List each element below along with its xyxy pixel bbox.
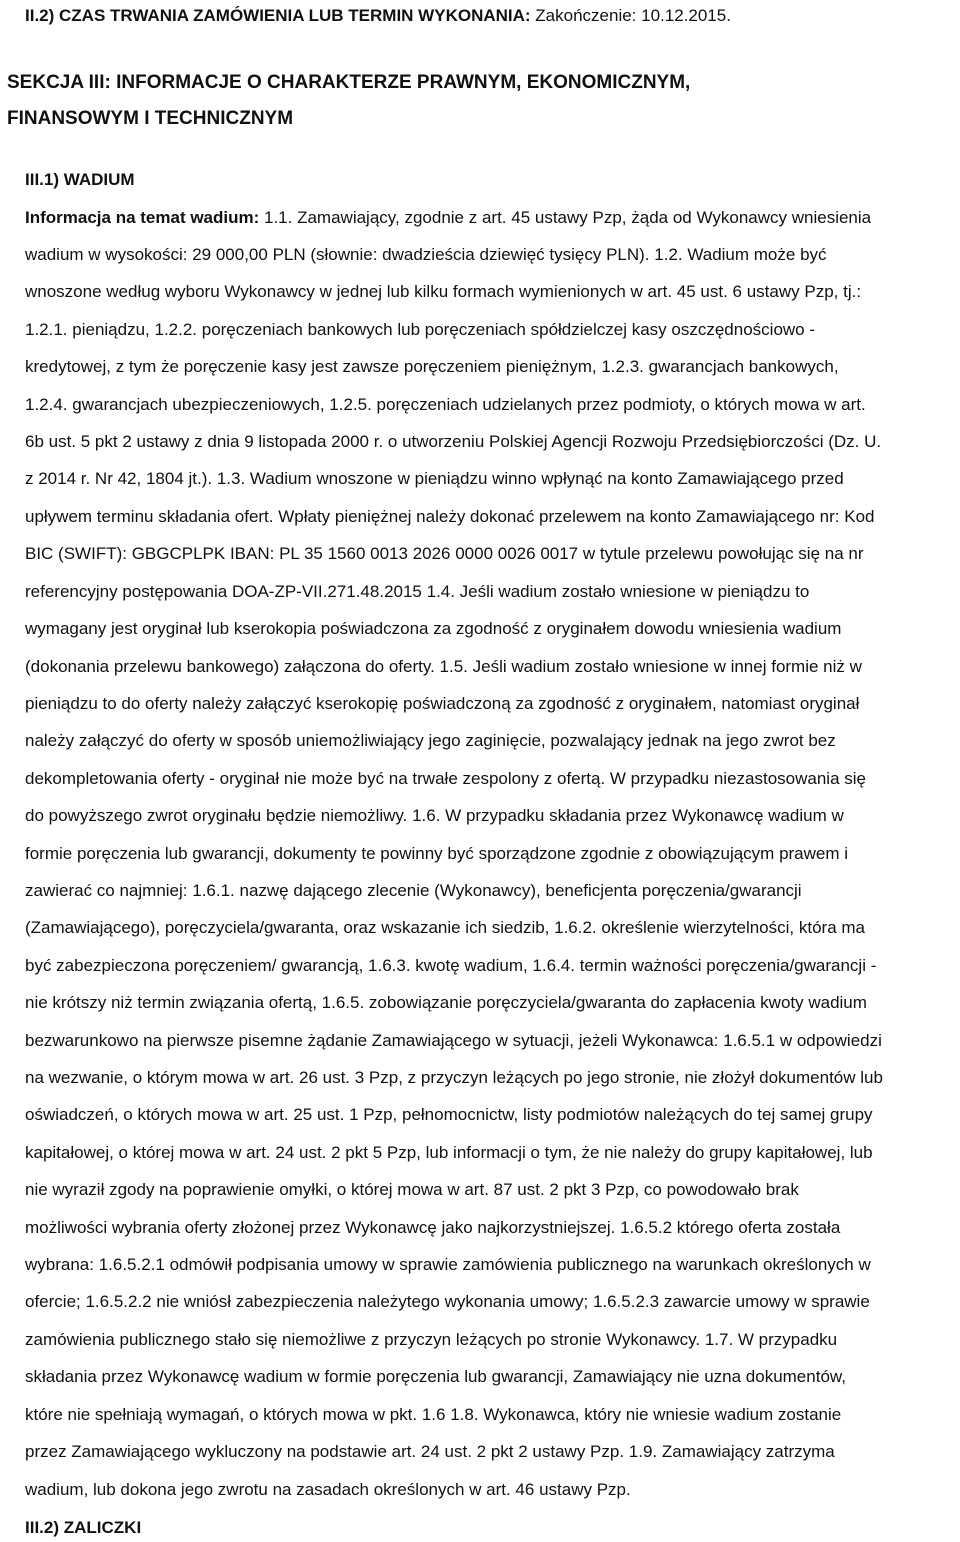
wadium-line-25: kapitałowej, o której mowa w art. 24 ust. 2 pkt 5 Pzp, lub informacji o tym, że nie należy do grupy kapitałowej, lub xyxy=(25,1143,873,1162)
section3-title-line2: FINANSOWYM I TECHNICZNYM xyxy=(7,108,294,129)
wadium-line-8: upływem terminu składania ofert. Wpłaty pieniężnej należy dokonać przelewem na konto Zamawiającego nr: Kod xyxy=(25,507,875,526)
wadium-line-11: wymagany jest oryginał lub kserokopia poświadczona za zgodność z oryginałem dowodu wniesienia wadium xyxy=(25,619,842,638)
wadium-line-20: być zabezpieczona poręczeniem/ gwarancją, 1.6.3. kwotę wadium, 1.6.4. termin ważności poręczenia/gwarancji - xyxy=(25,956,877,975)
wadium-line-0 xyxy=(25,208,871,228)
duration-label: II.2) CZAS TRWANIA ZAMÓWIENIA LUB TERMIN WYKONANIA: xyxy=(25,6,531,25)
wadium-line-26: nie wyraził zgody na poprawienie omyłki, o której mowa w art. 87 ust. 2 pkt 3 Pzp, co powodowało brak xyxy=(25,1180,799,1199)
wadium-line-30: zamówienia publicznego stało się niemożliwe z przyczyn leżących po stronie Wykonawcy. 1.7. W przypadku xyxy=(25,1330,838,1349)
wadium-line-13: pieniądzu to do oferty należy załączyć kserokopię poświadczoną za zgodność z oryginałem, natomiast oryginał xyxy=(25,694,860,713)
wadium-line-7: z 2014 r. Nr 42, 1804 jt.). 1.3. Wadium wnoszone w pieniądzu winno wpłynąć na konto Zamawiającego przed xyxy=(25,469,844,488)
advances-heading: III.2) ZALICZKI xyxy=(25,1518,142,1537)
wadium-line-28: wybrana: 1.6.5.2.1 odmówił podpisania umowy w sprawie zamówienia publicznego na warunkach określonych w xyxy=(25,1255,871,1274)
wadium-line-9: BIC (SWIFT): GBGCPLPK IBAN: PL 35 1560 0013 2026 0000 0026 0017 w tytule przelewu powołując się na nr xyxy=(25,544,864,563)
wadium-line-32: które nie spełniają wymagań, o których mowa w pkt. 1.6 1.8. Wykonawca, który nie wniesie wadium zostanie xyxy=(25,1405,842,1424)
section3-title-line1: SEKCJA III: INFORMACJE O CHARAKTERZE PRAWNYM, EKONOMICZNYM, xyxy=(7,72,691,93)
wadium-info-label: Informacja na temat wadium: xyxy=(25,208,260,227)
wadium-line-19: (Zamawiającego), poręczyciela/gwaranta, oraz wskazanie ich siedzib, 1.6.2. określenie wierzytelności, która ma xyxy=(25,918,865,937)
wadium-line-27: możliwości wybrania oferty złożonej przez Wykonawcę jako najkorzystniejszej. 1.6.5.2 którego oferta została xyxy=(25,1218,841,1237)
wadium-line-22: bezwarunkowo na pierwsze pisemne żądanie Zamawiającego w sytuacji, jeżeli Wykonawca: 1.6.5.1 w odpowiedzi xyxy=(25,1031,882,1050)
wadium-line-14: należy załączyć do oferty w sposób uniemożliwiający jego zaginięcie, pozwalający jednak na jego zwrot bez xyxy=(25,731,836,750)
wadium-line-23: na wezwanie, o którym mowa w art. 26 ust. 3 Pzp, z przyczyn leżących po jego stronie, nie złożył dokumentów lub xyxy=(25,1068,883,1087)
wadium-line-12: (dokonania przelewu bankowego) załączona do oferty. 1.5. Jeśli wadium zostało wniesione w innej formie niż w xyxy=(25,657,862,676)
wadium-line-24: oświadczeń, o których mowa w art. 25 ust. 1 Pzp, pełnomocnictw, listy podmiotów należących do tej samej grupy xyxy=(25,1105,873,1124)
wadium-line-16: do powyższego zwrot oryginału będzie niemożliwy. 1.6. W przypadku składania przez Wykonawcę wadium w xyxy=(25,806,844,825)
wadium-line-2: wnoszone według wyboru Wykonawcy w jednej lub kilku formach wymienionych w art. 45 ust. 6 ustawy Pzp, tj.: xyxy=(25,282,862,301)
wadium-heading: III.1) WADIUM xyxy=(25,170,135,189)
wadium-line-33: przez Zamawiającego wykluczony na podstawie art. 24 ust. 2 pkt 2 ustawy Pzp. 1.9. Zamawiający zatrzyma xyxy=(25,1442,835,1461)
wadium-line-5: 1.2.4. gwarancjach ubezpieczeniowych, 1.2.5. poręczeniach udzielanych przez podmioty, o których mowa w art. xyxy=(25,395,866,414)
wadium-line-17: formie poręczenia lub gwarancji, dokumenty te powinny być sporządzone zgodnie z obowiązującym prawem i xyxy=(25,844,849,863)
wadium-line-1: wadium w wysokości: 29 000,00 PLN (słownie: dwadzieścia dziewięć tysięcy PLN). 1.2. Wadium może być xyxy=(25,245,827,264)
wadium-line-18: zawierać co najmniej: 1.6.1. nazwę dającego zlecenie (Wykonawcy), beneficjenta poręczenia/gwarancji xyxy=(25,881,802,900)
wadium-line-34: wadium, lub dokona jego zwrotu na zasadach określonych w art. 46 ustawy Pzp. xyxy=(25,1480,631,1499)
wadium-line-31: składania przez Wykonawcę wadium w formie poręczenia lub gwarancji, Zamawiający nie uzna dokumentów, xyxy=(25,1367,846,1386)
wadium-line-6: 6b ust. 5 pkt 2 ustawy z dnia 9 listopada 2000 r. o utworzeniu Polskiej Agencji Rozwoju Przedsiębiorczości (Dz. U. xyxy=(25,432,882,451)
wadium-line-21: nie krótszy niż termin związania ofertą, 1.6.5. zobowiązanie poręczyciela/gwaranta do zapłacenia kwoty wadium xyxy=(25,993,867,1012)
wadium-line-10: referencyjny postępowania DOA-ZP-VII.271.48.2015 1.4. Jeśli wadium zostało wniesione w pieniądzu to xyxy=(25,582,810,601)
duration-line xyxy=(25,6,731,26)
wadium-line-15: dekompletowania oferty - oryginał nie może być na trwałe zespolony z ofertą. W przypadku niezastosowania się xyxy=(25,769,866,788)
wadium-line-29: ofercie; 1.6.5.2.2 nie wniósł zabezpieczenia należytego wykonania umowy; 1.6.5.2.3 zawarcie umowy w sprawie xyxy=(25,1292,870,1311)
duration-value: Zakończenie: 10.12.2015. xyxy=(535,6,731,25)
wadium-line-4: kredytowej, z tym że poręczenie kasy jest zawsze poręczeniem pieniężnym, 1.2.3. gwarancjach bankowych, xyxy=(25,357,839,376)
wadium-line-0-text: 1.1. Zamawiający, zgodnie z art. 45 ustawy Pzp, żąda od Wykonawcy wniesienia xyxy=(259,208,872,227)
wadium-line-3: 1.2.1. pieniądzu, 1.2.2. poręczeniach bankowych lub poręczeniach spółdzielczej kasy oszczędnościowo - xyxy=(25,320,816,339)
